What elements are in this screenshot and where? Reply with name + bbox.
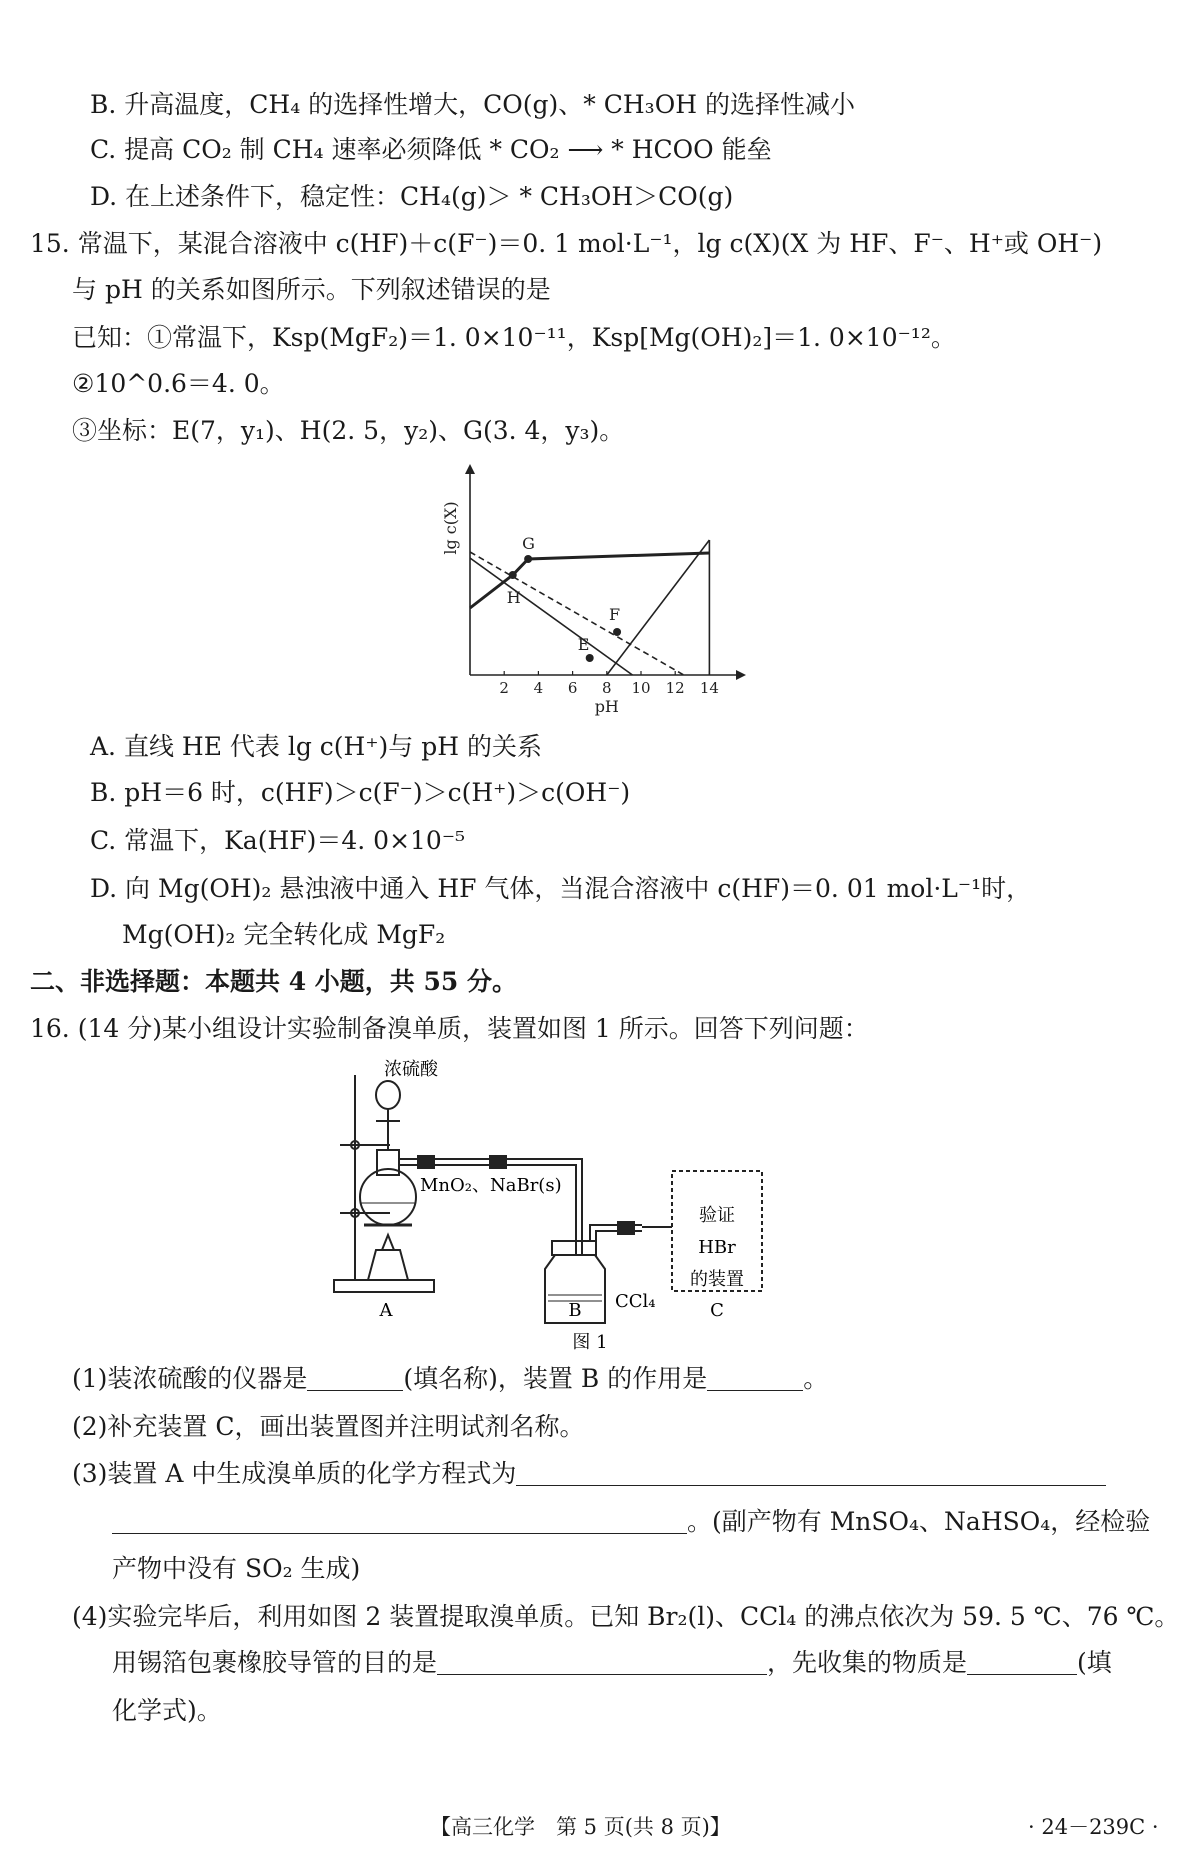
label-c: C bbox=[710, 1300, 724, 1321]
label-a: A bbox=[379, 1300, 393, 1321]
q15-stem-line2: 与 pH 的关系如图所示。下列叙述错误的是 bbox=[72, 275, 551, 304]
q16-part-3-line2 bbox=[112, 1505, 1150, 1539]
q16-part-3-line1 bbox=[72, 1457, 1106, 1491]
q14-option-d: D. 在上述条件下，稳定性：CH₄(g)＞ * CH₃OH＞CO(g) bbox=[90, 182, 734, 211]
series-oh-line bbox=[607, 540, 710, 675]
x-tick-label: 8 bbox=[602, 679, 612, 697]
x-tick-label: 6 bbox=[567, 679, 578, 697]
answer-blank-3b[interactable] bbox=[112, 1507, 687, 1534]
separatory-funnel bbox=[376, 1081, 400, 1109]
section-2-title: 二、非选择题：本题共 4 小题，共 55 分。 bbox=[30, 967, 518, 996]
flask-neck bbox=[377, 1150, 399, 1175]
q16-part-3-line3: 产物中没有 SO₂ 生成) bbox=[112, 1554, 361, 1583]
x-tick-label: 4 bbox=[533, 679, 544, 697]
q15-known-3: ③坐标：E(7，y₁)、H(2. 5，y₂)、G(3. 4，y₃)。 bbox=[72, 416, 625, 445]
q15-option-b: B. pH＝6 时，c(HF)＞c(F⁻)＞c(H⁺)＞c(OH⁻) bbox=[90, 778, 631, 807]
q15-known-2: ②10^0.6＝4. 0。 bbox=[72, 369, 285, 398]
q16-part4-text-b: ，先收集的物质是 bbox=[767, 1648, 968, 1677]
q15-stem-line1: 15. 常温下，某混合溶液中 c(HF)＋c(F⁻)＝0. 1 mol·L⁻¹，lg c(X)(X 为 HF、F⁻、H⁺或 OH⁻) bbox=[30, 229, 1103, 258]
answer-blank-4a[interactable] bbox=[437, 1648, 767, 1675]
figure-1-caption: 图 1 bbox=[572, 1332, 608, 1353]
point-g bbox=[524, 555, 532, 563]
alcohol-lamp bbox=[368, 1250, 408, 1280]
point-f bbox=[613, 628, 621, 636]
q15-known-1: 已知：①常温下，Ksp(MgF₂)＝1. 0×10⁻¹¹，Ksp[Mg(OH)₂]＝1. 0×10⁻¹²。 bbox=[72, 323, 956, 352]
q16-part3-text-a: (3)装置 A 中生成溴单质的化学方程式为 bbox=[72, 1459, 517, 1488]
point-label-h: H bbox=[506, 588, 521, 607]
q15-option-a: A. 直线 HE 代表 lg c(H⁺)与 pH 的关系 bbox=[90, 732, 542, 761]
label-b: B bbox=[568, 1300, 582, 1321]
q15-option-d-line1: D. 向 Mg(OH)₂ 悬浊液中通入 HF 气体，当混合溶液中 c(HF)＝0. 01 mol·L⁻¹时， bbox=[90, 874, 1032, 903]
x-axis-arrow bbox=[736, 670, 746, 680]
x-axis-label: pH bbox=[594, 697, 619, 716]
answer-blank-3a[interactable] bbox=[516, 1459, 1106, 1486]
q16-part1-text-a: (1)装浓硫酸的仪器是 bbox=[72, 1364, 308, 1393]
label-acid: 浓硫酸 bbox=[384, 1059, 438, 1080]
point-label-f: F bbox=[609, 605, 621, 624]
q16-stem: 16. (14 分)某小组设计实验制备溴单质，装置如图 1 所示。回答下列问题： bbox=[30, 1014, 869, 1043]
point-e bbox=[586, 654, 594, 662]
label-ccl4: CCl₄ bbox=[615, 1291, 656, 1312]
q15-chart bbox=[430, 460, 760, 725]
q16-part-2: (2)补充装置 C，画出装置图并注明试剂名称。 bbox=[72, 1412, 585, 1441]
x-tick-label: 14 bbox=[699, 679, 719, 697]
q16-part-4-line1: (4)实验完毕后，利用如图 2 装置提取溴单质。已知 Br₂(l)、CCl₄ 的沸点依次为 59. 5 ℃、76 ℃。 bbox=[72, 1602, 1180, 1631]
round-flask bbox=[360, 1169, 416, 1225]
point-label-g: G bbox=[522, 534, 535, 553]
answer-blank-4b[interactable] bbox=[967, 1648, 1077, 1675]
y-axis-label: lg c(X) bbox=[441, 501, 460, 555]
q14-option-b: B. 升高温度，CH₄ 的选择性增大，CO(g)、* CH₃OH 的选择性减小 bbox=[90, 90, 855, 119]
x-tick-label: 2 bbox=[499, 679, 509, 697]
answer-blank-1[interactable] bbox=[307, 1364, 403, 1391]
q14-option-c: C. 提高 CO₂ 制 CH₄ 速率必须降低 * CO₂ ⟶ * HCOO 能垒 bbox=[90, 135, 772, 164]
box-text-line1: 验证 bbox=[699, 1205, 735, 1226]
q15-option-c: C. 常温下，Ka(HF)＝4. 0×10⁻⁵ bbox=[90, 826, 466, 855]
series-f-dashed-line bbox=[470, 552, 684, 675]
q16-part1-text-c: 。 bbox=[803, 1364, 829, 1393]
q16-part-1 bbox=[72, 1362, 828, 1396]
point-h bbox=[509, 571, 517, 579]
y-axis-arrow bbox=[465, 464, 475, 474]
q16-part4-text-a: 用锡箔包裹橡胶导管的目的是 bbox=[112, 1648, 438, 1677]
point-label-e: E bbox=[577, 635, 590, 654]
box-text-line2: HBr bbox=[698, 1237, 736, 1258]
answer-blank-2[interactable] bbox=[707, 1364, 803, 1391]
x-tick-label: 10 bbox=[631, 679, 651, 697]
q16-part4-text-c: (填 bbox=[1077, 1648, 1112, 1677]
x-tick-label: 12 bbox=[665, 679, 685, 697]
q16-part3-text-b: 。(副产物有 MnSO₄、NaHSO₄，经检验 bbox=[687, 1507, 1151, 1536]
q15-option-d-line2: Mg(OH)₂ 完全转化成 MgF₂ bbox=[122, 920, 446, 949]
bottle-b-stopper bbox=[552, 1241, 596, 1255]
q16-part-4-line3: 化学式)。 bbox=[112, 1696, 222, 1725]
q16-figure-1 bbox=[320, 1055, 880, 1355]
page-footer-center: 【高三化学 第 5 页(共 8 页)】 bbox=[430, 1815, 731, 1839]
q16-part1-text-b: (填名称)，装置 B 的作用是 bbox=[403, 1364, 708, 1393]
q16-part-4-line2 bbox=[112, 1646, 1112, 1680]
stand-base bbox=[334, 1280, 434, 1292]
box-text-line3: 的装置 bbox=[690, 1269, 744, 1290]
label-reagents: MnO₂、NaBr(s) bbox=[420, 1175, 562, 1196]
page-footer-code: · 24－239C · bbox=[1028, 1815, 1159, 1839]
